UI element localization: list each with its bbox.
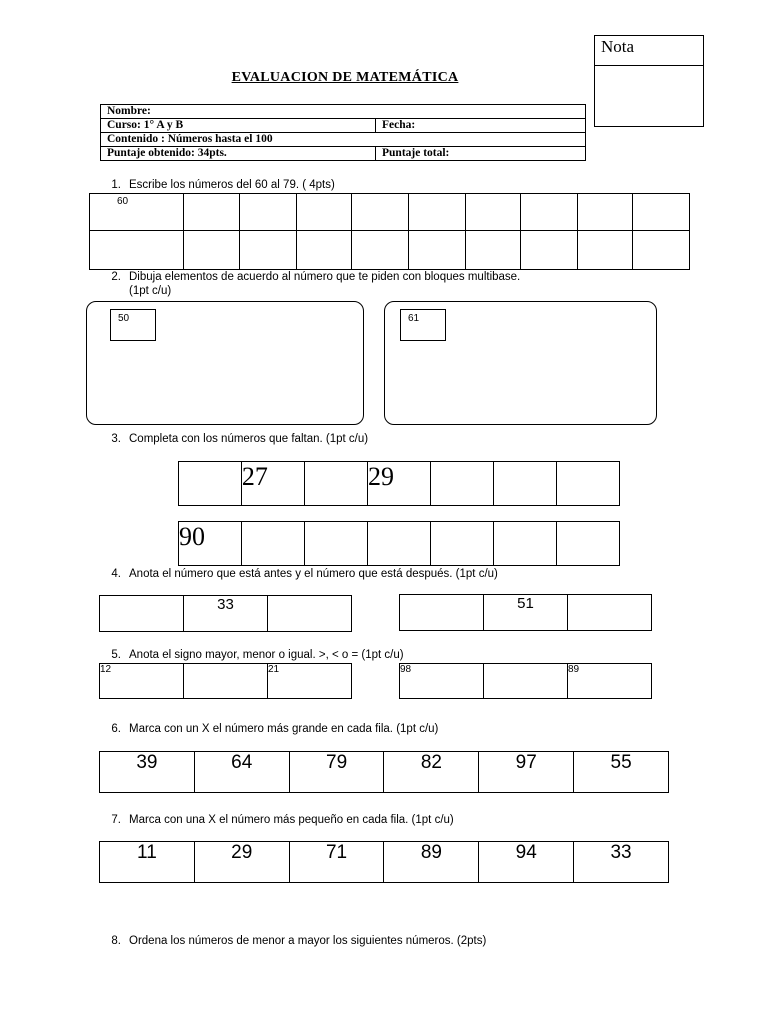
q2-draw-area-1[interactable] [86,301,364,425]
q4-right-cell: 51 [483,595,567,631]
question-2: 2. Dibuja elementos de acuerdo al número que te piden con bloques multibase. (1pt c/u) [100,270,660,298]
q5-right-row [399,663,652,699]
question-4-text: Anota el número que está antes y el número que está después. (1pt c/u) [129,568,498,580]
q3-row2-cell[interactable] [556,522,619,566]
question-7-text: Marca con una X el número más pequeño en cada fila. (1pt c/u) [129,814,454,826]
q7-cell: 29 [194,842,289,883]
q1-grid-cell[interactable] [633,231,690,270]
question-3-text: Completa con los números que faltan. (1pt c/u) [129,433,369,445]
page-title: EVALUACION DE MATEMÁTICA [231,70,459,85]
q7-cell: 71 [289,842,384,883]
question-7: 7. Marca con una X el número más pequeño en cada fila. (1pt c/u) [111,814,454,826]
q1-grid-cell[interactable] [183,231,240,270]
q4-left-cell: 33 [183,596,267,632]
question-5-text: Anota el signo mayor, menor o igual. >, < o = (1pt c/u) [129,649,404,661]
q3-row-2 [178,521,620,566]
q1-grid-cell[interactable] [408,231,465,270]
q3-row1-cell[interactable] [494,462,557,506]
q4-right-cell[interactable] [568,595,652,631]
question-6: 6. Marca con un X el número más grande en cada fila. (1pt c/u) [111,723,439,735]
q5-right-cell: 89 [567,664,651,699]
q1-grid-cell[interactable] [90,231,184,270]
q3-row1-cell[interactable] [431,462,494,506]
question-1: 1. Escribe los números del 60 al 79. ( 4pts) [111,179,335,191]
q1-grid-cell[interactable] [296,194,352,231]
q5-left-cell[interactable] [184,664,268,699]
q1-grid-cell[interactable] [352,231,409,270]
question-6-text: Marca con un X el número más grande en cada fila. (1pt c/u) [129,723,439,735]
question-1-text: Escribe los números del 60 al 79. ( 4pts) [129,179,335,191]
q1-grid-cell[interactable] [352,194,409,231]
q6-number-row [99,751,669,793]
curso-field: Curso: 1° A y B [101,119,376,133]
q3-row1-cell: 27 [241,462,304,506]
puntaje-total-field[interactable]: Puntaje total: [376,147,586,161]
q4-right-row [399,594,652,631]
q6-cell: 97 [479,752,574,793]
question-2-text: Dibuja elementos de acuerdo al número que te piden con bloques multibase. [129,271,521,283]
fecha-field[interactable]: Fecha: [376,119,586,133]
q5-left-row [99,663,352,699]
q2-draw-area-2[interactable] [384,301,657,425]
q3-row2-cell[interactable] [242,522,305,566]
q6-cell: 82 [384,752,479,793]
q3-row2-cell: 90 [179,522,242,566]
q1-grid-cell[interactable] [633,194,690,231]
q7-cell: 11 [100,842,195,883]
q3-row1-cell[interactable] [179,462,242,506]
q3-row1-cell: 29 [368,462,431,506]
nombre-field[interactable]: Nombre: [101,105,586,119]
q2-label-box-2: 61 [400,309,446,341]
q1-grid-cell[interactable] [577,231,633,270]
question-5: 5. Anota el signo mayor, menor o igual. >, < o = (1pt c/u) [111,649,404,661]
q3-row1-cell[interactable] [557,462,620,506]
q4-right-cell[interactable] [400,595,484,631]
q1-grid-cell[interactable] [521,194,578,231]
q1-grid-cell[interactable] [521,231,578,270]
contenido-field: Contenido : Números hasta el 100 [101,133,586,147]
q5-right-cell[interactable] [484,664,568,699]
q5-left-cell: 12 [100,664,184,699]
question-8-text: Ordena los números de menor a mayor los siguientes números. (2pts) [129,935,487,947]
q1-number-grid [89,193,690,270]
q7-cell: 94 [479,842,574,883]
q6-cell: 39 [100,752,195,793]
q1-grid-cell[interactable] [240,194,297,231]
q3-row2-cell[interactable] [431,522,494,566]
q4-left-row [99,595,352,632]
question-3: 3. Completa con los números que faltan. (1pt c/u) [111,433,369,445]
question-8: 8. Ordena los números de menor a mayor los siguientes números. (2pts) [111,935,487,947]
q3-row2-cell[interactable] [305,522,368,566]
q1-grid-cell[interactable] [408,194,465,231]
q5-right-cell: 98 [400,664,484,699]
q5-left-cell: 21 [267,664,351,699]
q4-left-cell[interactable] [100,596,184,632]
question-4: 4. Anota el número que está antes y el número que está después. (1pt c/u) [111,568,498,580]
q1-grid-cell[interactable] [465,231,521,270]
q3-row-1 [178,461,620,506]
q6-cell: 64 [194,752,289,793]
q3-row1-cell[interactable] [305,462,368,506]
q1-grid-cell[interactable] [296,231,352,270]
q1-grid-cell[interactable] [183,194,240,231]
q7-cell: 89 [384,842,479,883]
q6-cell: 55 [574,752,669,793]
puntaje-obtenido-field: Puntaje obtenido: 34pts. [101,147,376,161]
q6-cell: 79 [289,752,384,793]
q4-left-cell[interactable] [268,596,352,632]
q2-label-box-1: 50 [110,309,156,341]
q7-cell: 33 [574,842,669,883]
q1-grid-cell[interactable] [465,194,521,231]
q3-row2-cell[interactable] [494,522,557,566]
student-info-table [100,104,586,161]
q3-row2-cell[interactable] [368,522,431,566]
q1-grid-cell[interactable] [577,194,633,231]
question-2-points: (1pt c/u) [129,285,172,297]
nota-label: Nota [595,36,703,66]
q7-number-row [99,841,669,883]
q1-grid-cell: 60 [90,194,184,231]
q1-grid-cell[interactable] [240,231,297,270]
